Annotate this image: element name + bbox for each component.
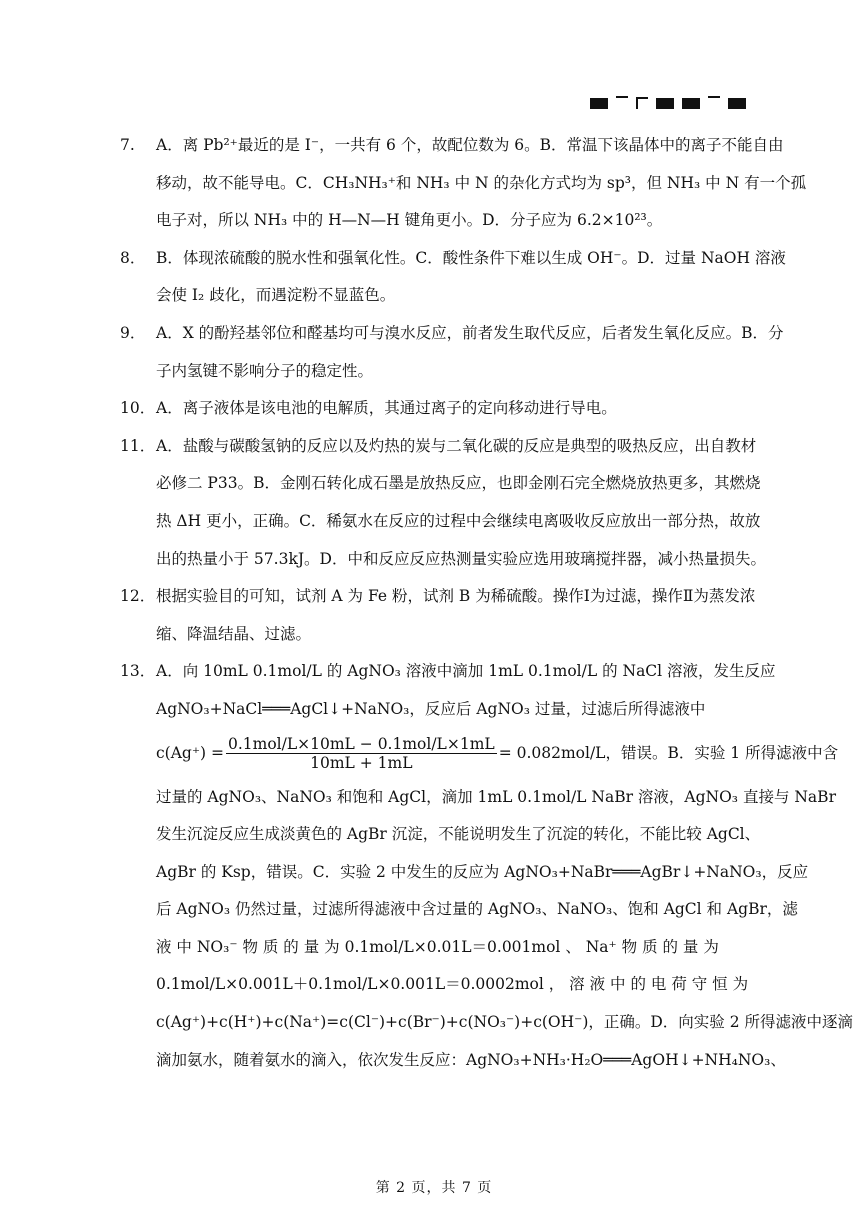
item-number: 11． bbox=[120, 436, 156, 455]
answer-item-9 bbox=[120, 315, 784, 390]
equation-denominator: 10mL + 1mL bbox=[310, 754, 413, 772]
item-line: 液 中 NO₃⁻ 物 质 的 量 为 0.1mol/L×0.01L＝0.001mol 、 Na⁺ 物 质 的 量 为 bbox=[156, 937, 719, 956]
equation-lhs: c(Ag⁺) = bbox=[156, 743, 224, 762]
item-line: 移动，故不能导电。C．CH₃NH₃⁺和 NH₃ 中 N 的杂化方式均为 sp³，但 NH₃ 中 N 有一个孤 bbox=[156, 173, 807, 192]
item-line: 热 ΔH 更小，正确。C．稀氨水在反应的过程中会继续电离吸收反应放出一部分热，故放 bbox=[156, 511, 761, 530]
item-line: A．向 10mL 0.1mol/L 的 AgNO₃ 溶液中滴加 1mL 0.1mol/L 的 NaCl 溶液，发生反应 bbox=[156, 662, 776, 681]
answer-item-8 bbox=[120, 240, 786, 315]
item-number: 12． bbox=[120, 587, 156, 606]
item-line: 0.1mol/L×0.001L＋0.1mol/L×0.001L＝0.0002mol ， 溶 液 中 的 电 荷 守 恒 为 bbox=[156, 975, 749, 994]
concentration-equation bbox=[120, 729, 839, 779]
item-line: 发生沉淀反应生成淡黄色的 AgBr 沉淀，不能说明发生了沉淀的转化，不能比较 AgCl、 bbox=[156, 825, 761, 844]
item-line: c(Ag⁺)+c(H⁺)+c(Na⁺)=c(Cl⁻)+c(Br⁻)+c(NO₃⁻)+c(OH⁻)，正确。D．向实验 2 所得滤液中逐滴 bbox=[156, 1013, 854, 1032]
item-line: AgNO₃+NaCl═══AgCl↓+NaNO₃，反应后 AgNO₃ 过量，过滤后所得滤液中 bbox=[156, 699, 706, 718]
item-line: B．体现浓硫酸的脱水性和强氧化性。C．酸性条件下难以生成 OH⁻。D．过量 NaOH 溶液 bbox=[156, 248, 786, 267]
answer-content bbox=[120, 127, 854, 1079]
item-number: 8． bbox=[120, 248, 146, 267]
answer-item-7 bbox=[120, 127, 807, 240]
item-line: A．X 的酚羟基邻位和醛基均可与溴水反应，前者发生取代反应，后者发生氧化反应。B．分 bbox=[156, 323, 784, 342]
item-line: A．离子液体是该电池的电解质，其通过离子的定向移动进行导电。 bbox=[156, 399, 617, 418]
item-line: 滴加氨水，随着氨水的滴入，依次发生反应：AgNO₃+NH₃·H₂O═══AgOH↓+NH₄NO₃、 bbox=[156, 1050, 786, 1069]
equation-fraction bbox=[226, 735, 497, 772]
item-line: AgBr 的 Ksp，错误。C．实验 2 中发生的反应为 AgNO₃+NaBr═══AgBr↓+NaNO₃，反应 bbox=[156, 862, 809, 881]
answer-item-12 bbox=[120, 578, 756, 653]
item-number: 7. bbox=[120, 136, 135, 154]
item-line: 必修二 P33。B．金刚石转化成石墨是放热反应，也即金刚石完全燃烧放热更多，其燃烧 bbox=[156, 474, 761, 493]
item-line: 出的热量小于 57.3kJ。D．中和反应反应热测量实验应选用玻璃搅拌器，减小热量损失。 bbox=[156, 549, 766, 568]
item-line: 会使 I₂ 歧化，而遇淀粉不显蓝色。 bbox=[156, 286, 396, 305]
item-line: 电子对，所以 NH₃ 中的 H—N—H 键角更小。D．分子应为 6.2×10²³。 bbox=[156, 211, 663, 230]
item-line: 根据实验目的可知，试剂 A 为 Fe 粉，试剂 B 为稀硫酸。操作Ⅰ为过滤，操作Ⅱ为蒸发浓 bbox=[156, 587, 756, 606]
header-decoration bbox=[590, 96, 746, 110]
answer-item-13 bbox=[120, 653, 854, 1079]
item-line: A．离 Pb²⁺最近的是 I⁻，一共有 6 个，故配位数为 6。B．常温下该晶体中的离子不能自由 bbox=[156, 136, 784, 154]
item-line: A．盐酸与碳酸氢钠的反应以及灼热的炭与二氧化碳的反应是典型的吸热反应，出自教材 bbox=[156, 436, 757, 455]
item-line: 缩、降温结晶、过滤。 bbox=[156, 624, 312, 643]
equation-rhs: = 0.082mol/L，错误。B．实验 1 所得滤液中含 bbox=[498, 743, 839, 762]
item-line: 后 AgNO₃ 仍然过量，过滤所得滤液中含过量的 AgNO₃、NaNO₃、饱和 AgCl 和 AgBr，滤 bbox=[156, 900, 798, 919]
page-footer: 第 2 页，共 7 页 bbox=[375, 1180, 493, 1196]
equation-numerator: 0.1mol/L×10mL − 0.1mol/L×1mL bbox=[228, 735, 495, 753]
item-number: 9． bbox=[120, 323, 146, 342]
item-number: 10． bbox=[120, 399, 156, 418]
item-number: 13． bbox=[120, 662, 156, 681]
answer-item-10 bbox=[120, 390, 746, 428]
answer-item-11 bbox=[120, 428, 766, 578]
item-line: 子内氢键不影响分子的稳定性。 bbox=[156, 361, 374, 380]
item-line: 过量的 AgNO₃、NaNO₃ 和饱和 AgCl，滴加 1mL 0.1mol/L NaBr 溶液，AgNO₃ 直接与 NaBr bbox=[156, 787, 836, 806]
